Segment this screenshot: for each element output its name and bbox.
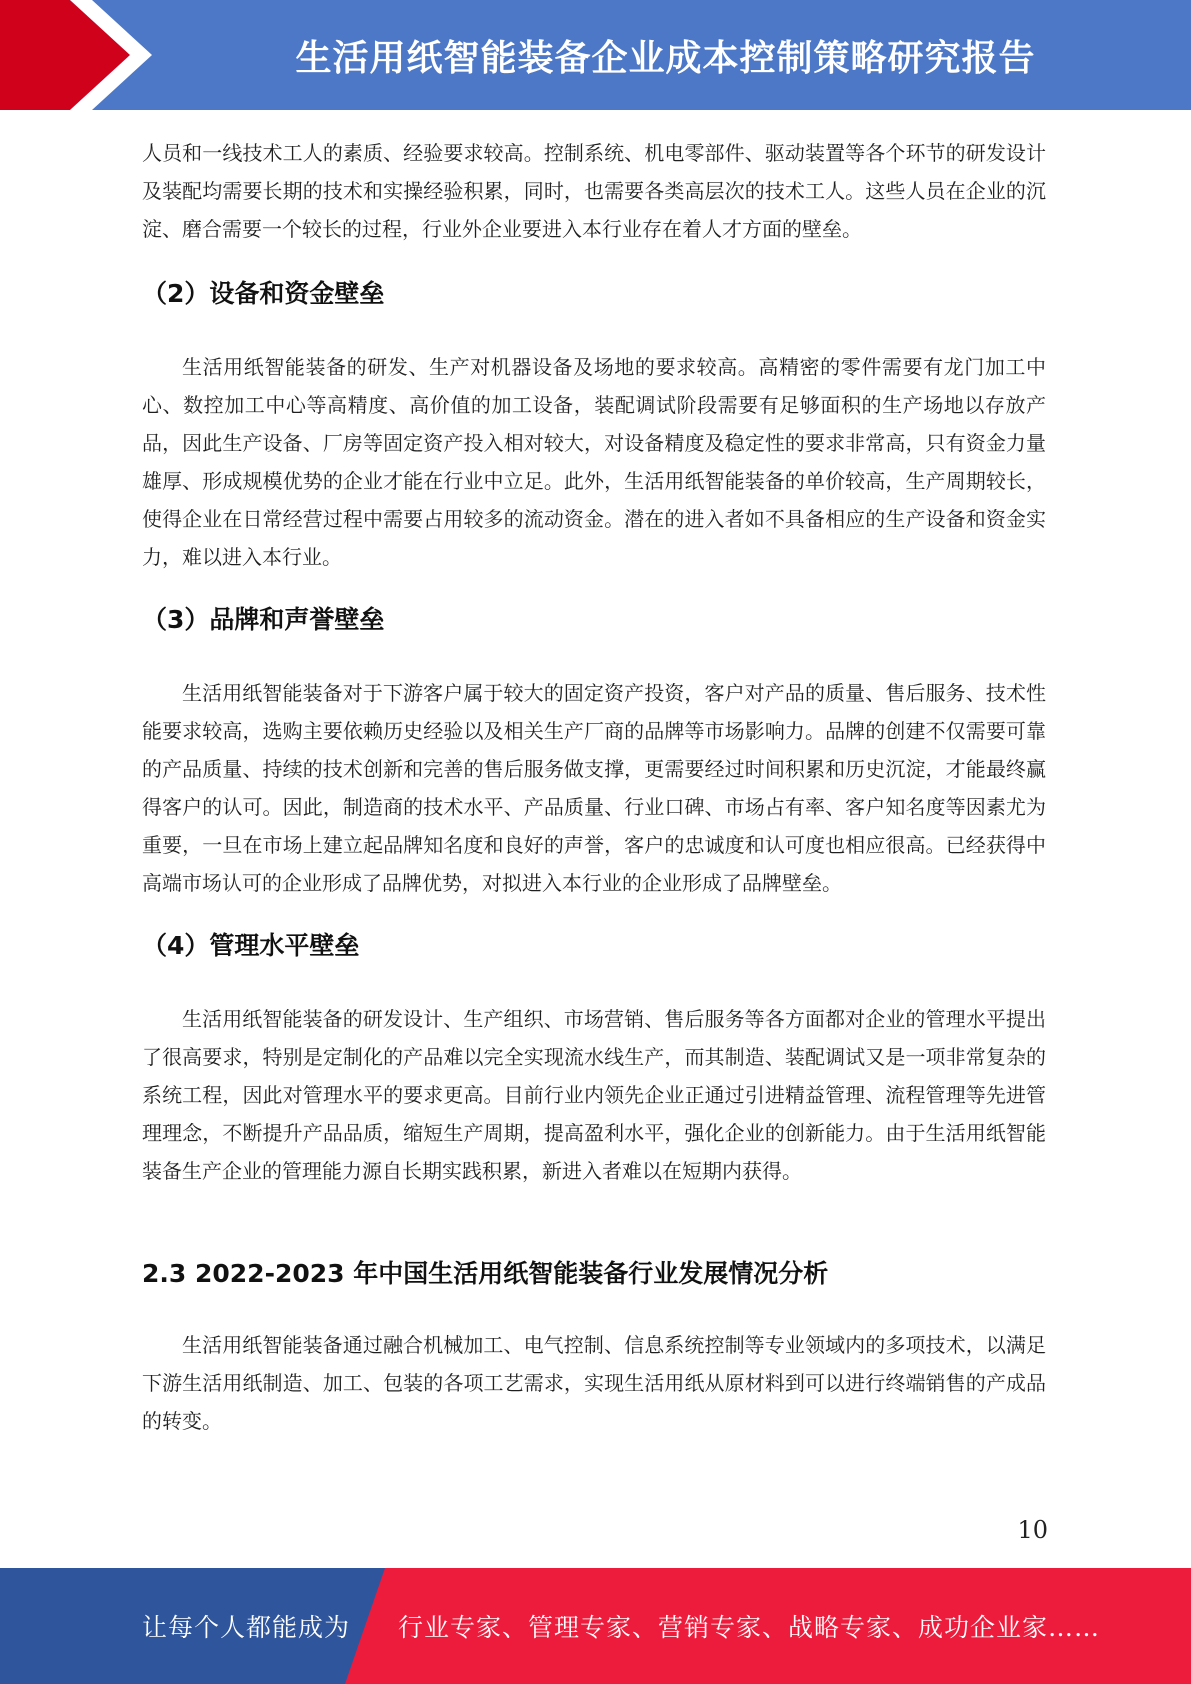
intro-paragraph: 人员和一线技术工人的素质、经验要求较高。控制系统、机电零部件、驱动装置等各个环节的研发设计及装配均需要长期的技术和实操经验积累，同时，也需要各类高层次的技术工人。这些人员在企业的沉淀、磨合需要一个较长的过程，行业外企业要进入本行业存在着人才方面的壁垒。 xyxy=(142,141,1046,241)
header-banner xyxy=(0,0,1191,110)
section-heading-2-3: 2.3 2022-2023 年中国生活用纸智能装备行业发展情况分析 xyxy=(142,1259,829,1288)
section-paragraph-2-3: 生活用纸智能装备通过融合机械加工、电气控制、信息系统控制等专业领域内的多项技术，以满足下游生活用纸制造、加工、包装的各项工艺需求，实现生活用纸从原材料到可以进行终端销售的产成品的转变。 xyxy=(142,1333,1046,1433)
page-number: 10 xyxy=(1017,1516,1048,1544)
report-title: 生活用纸智能装备企业成本控制策略研究报告 xyxy=(295,37,1036,79)
subsection-heading-equipment-capital: （2）设备和资金壁垒 xyxy=(142,279,385,308)
header-chevron-decoration xyxy=(0,0,200,110)
footer-slogan-right: 行业专家、管理专家、营销专家、战略专家、成功企业家…… xyxy=(398,1613,1101,1642)
page-content xyxy=(142,134,1046,1440)
subsection-heading-management: （4）管理水平壁垒 xyxy=(142,931,360,960)
footer-banner xyxy=(0,1568,1191,1684)
subsection-paragraph-brand-reputation: 生活用纸智能装备对于下游客户属于较大的固定资产投资，客户对产品的质量、售后服务、技术性能要求较高，选购主要依赖历史经验以及相关生产厂商的品牌等市场影响力。品牌的创建不仅需要可靠的产品质量、持续的技术创新和完善的售后服务做支撑，更需要经过时间积累和历史沉淀，才能最终赢得客户的认可。因此，制造商的技术水平、产品质量、行业口碑、市场占有率、客户知名度等因素尤为重要，一旦在市场上建立起品牌知名度和良好的声誉，客户的忠诚度和认可度也相应很高。已经获得中高端市场认可的企业形成了品牌优势，对拟进入本行业的企业形成了品牌壁垒。 xyxy=(142,681,1046,895)
subsection-paragraph-management: 生活用纸智能装备的研发设计、生产组织、市场营销、售后服务等各方面都对企业的管理水平提出了很高要求，特别是定制化的产品难以完全实现流水线生产，而其制造、装配调试又是一项非常复杂的系统工程，因此对管理水平的要求更高。目前行业内领先企业正通过引进精益管理、流程管理等先进管理理念，不断提升产品品质，缩短生产周期，提高盈利水平，强化企业的创新能力。由于生活用纸智能装备生产企业的管理能力源自长期实践积累，新进入者难以在短期内获得。 xyxy=(142,1007,1046,1183)
footer-slogan-left: 让每个人都能成为 xyxy=(142,1613,351,1642)
subsection-paragraph-equipment-capital: 生活用纸智能装备的研发、生产对机器设备及场地的要求较高。高精密的零件需要有龙门加工中心、数控加工中心等高精度、高价值的加工设备，装配调试阶段需要有足够面积的生产场地以存放产品，因此生产设备、厂房等固定资产投入相对较大，对设备精度及稳定性的要求非常高，只有资金力量雄厚、形成规模优势的企业才能在行业中立足。此外，生活用纸智能装备的单价较高，生产周期较长，使得企业在日常经营过程中需要占用较多的流动资金。潜在的进入者如不具备相应的生产设备和资金实力，难以进入本行业。 xyxy=(142,355,1046,569)
subsection-heading-brand-reputation: （3）品牌和声誉壁垒 xyxy=(142,605,385,634)
